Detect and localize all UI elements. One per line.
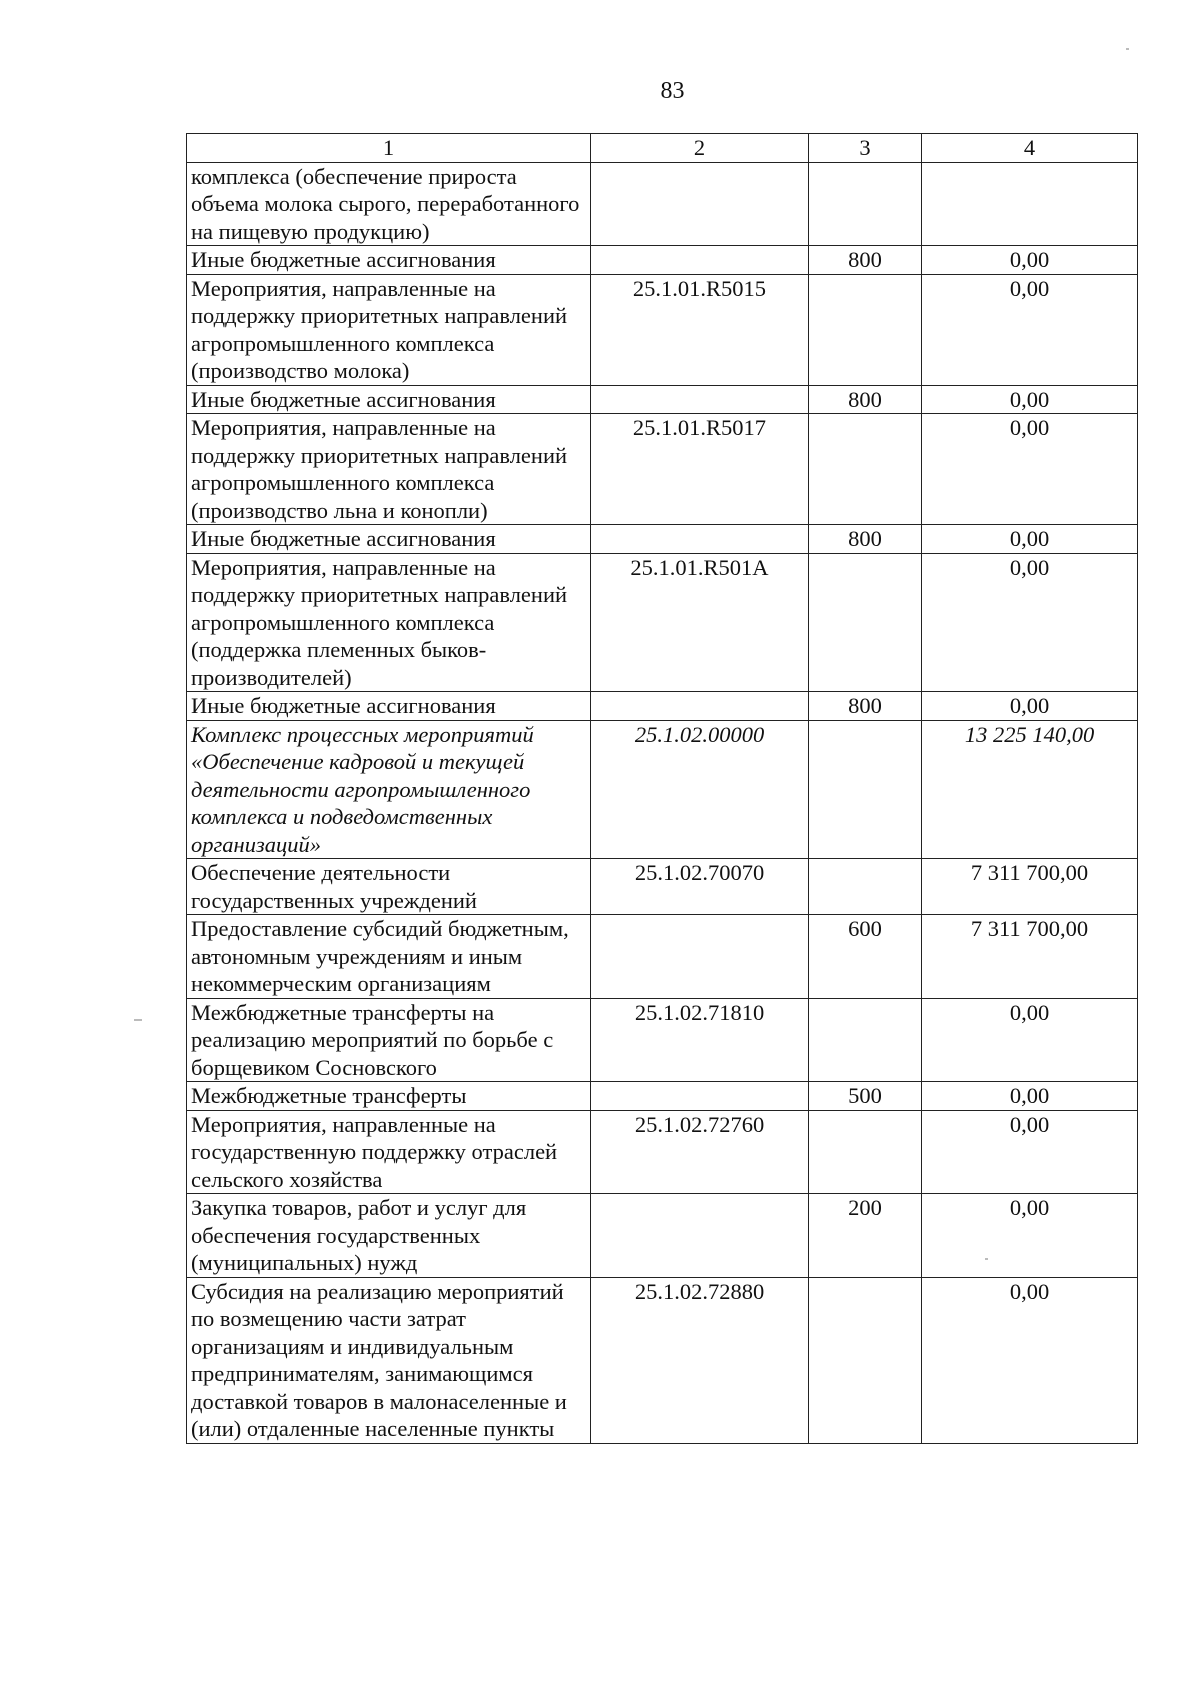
cell-amount: 0,00 <box>922 414 1138 525</box>
cell-name: Комплекс процессных мероприятий «Обеспечение кадровой и текущей деятельности агропромышленного комплекса и подведомственных организаций» <box>187 720 591 859</box>
cell-code: 25.1.02.00000 <box>591 720 809 859</box>
table-body <box>187 162 1138 1443</box>
cell-type <box>809 414 922 525</box>
cell-amount: 0,00 <box>922 553 1138 692</box>
cell-amount: 0,00 <box>922 274 1138 385</box>
table-row <box>187 525 1138 554</box>
cell-amount: 0,00 <box>922 1277 1138 1443</box>
table-row <box>187 246 1138 275</box>
cell-name: Иные бюджетные ассигнования <box>187 246 591 275</box>
cell-code: 25.1.01.R501A <box>591 553 809 692</box>
cell-code <box>591 1194 809 1278</box>
table-row <box>187 1194 1138 1278</box>
cell-amount: 0,00 <box>922 1110 1138 1194</box>
cell-type <box>809 720 922 859</box>
cell-type: 800 <box>809 385 922 414</box>
table-row <box>187 553 1138 692</box>
scan-speck <box>985 1258 988 1260</box>
cell-amount: 13 225 140,00 <box>922 720 1138 859</box>
cell-code: 25.1.02.72760 <box>591 1110 809 1194</box>
cell-name: Мероприятия, направленные на поддержку приоритетных направлений агропромышленного комплекса (производство молока) <box>187 274 591 385</box>
cell-name: Иные бюджетные ассигнования <box>187 692 591 721</box>
table-row <box>187 915 1138 999</box>
cell-name: Межбюджетные трансферты на реализацию мероприятий по борьбе с борщевиком Сосновского <box>187 998 591 1082</box>
table-row <box>187 859 1138 915</box>
cell-code <box>591 915 809 999</box>
column-header-4: 4 <box>922 134 1138 163</box>
cell-type: 500 <box>809 1082 922 1111</box>
table-row <box>187 385 1138 414</box>
cell-name: Субсидия на реализацию мероприятий по возмещению части затрат организациям и индивидуальным предпринимателям, занимающимся доставкой товаров в малонаселенные и (или) отдаленные населенные пункты <box>187 1277 591 1443</box>
cell-type: 800 <box>809 525 922 554</box>
cell-type: 600 <box>809 915 922 999</box>
cell-amount: 7 311 700,00 <box>922 859 1138 915</box>
cell-code: 25.1.02.72880 <box>591 1277 809 1443</box>
cell-amount: 0,00 <box>922 1082 1138 1111</box>
cell-name: Мероприятия, направленные на государственную поддержку отраслей сельского хозяйства <box>187 1110 591 1194</box>
cell-code <box>591 692 809 721</box>
cell-name: комплекса (обеспечение прироста объема молока сырого, переработанного на пищевую продукцию) <box>187 162 591 246</box>
cell-name: Иные бюджетные ассигнования <box>187 385 591 414</box>
cell-amount: 0,00 <box>922 525 1138 554</box>
table-row <box>187 720 1138 859</box>
table-row <box>187 414 1138 525</box>
table-row <box>187 162 1138 246</box>
cell-type <box>809 998 922 1082</box>
cell-type <box>809 859 922 915</box>
cell-amount: 0,00 <box>922 385 1138 414</box>
cell-type: 800 <box>809 246 922 275</box>
cell-type <box>809 1277 922 1443</box>
cell-name: Предоставление субсидий бюджетным, автономным учреждениям и иным некоммерческим организациям <box>187 915 591 999</box>
cell-amount: 0,00 <box>922 1194 1138 1278</box>
budget-table <box>186 133 1138 1444</box>
cell-amount <box>922 162 1138 246</box>
scan-speck <box>134 1019 142 1021</box>
table-row <box>187 1277 1138 1443</box>
table-row <box>187 1110 1138 1194</box>
cell-code <box>591 385 809 414</box>
column-header-2: 2 <box>591 134 809 163</box>
cell-type <box>809 553 922 692</box>
cell-type: 800 <box>809 692 922 721</box>
cell-amount: 0,00 <box>922 246 1138 275</box>
page-number: 83 <box>660 78 685 104</box>
table-row <box>187 998 1138 1082</box>
cell-code: 25.1.02.70070 <box>591 859 809 915</box>
cell-code <box>591 525 809 554</box>
scan-speck <box>1126 48 1129 50</box>
cell-code: 25.1.02.71810 <box>591 998 809 1082</box>
column-header-3: 3 <box>809 134 922 163</box>
column-header-1: 1 <box>187 134 591 163</box>
cell-code: 25.1.01.R5017 <box>591 414 809 525</box>
cell-type: 200 <box>809 1194 922 1278</box>
cell-name: Мероприятия, направленные на поддержку приоритетных направлений агропромышленного комплекса (поддержка племенных быков-производителей) <box>187 553 591 692</box>
cell-code: 25.1.01.R5015 <box>591 274 809 385</box>
table-header-row <box>187 134 1138 163</box>
cell-amount: 0,00 <box>922 692 1138 721</box>
table-row <box>187 1082 1138 1111</box>
cell-name: Иные бюджетные ассигнования <box>187 525 591 554</box>
cell-name: Обеспечение деятельности государственных учреждений <box>187 859 591 915</box>
cell-code <box>591 162 809 246</box>
cell-type <box>809 162 922 246</box>
cell-type <box>809 274 922 385</box>
cell-name: Межбюджетные трансферты <box>187 1082 591 1111</box>
cell-amount: 7 311 700,00 <box>922 915 1138 999</box>
cell-name: Закупка товаров, работ и услуг для обеспечения государственных (муниципальных) нужд <box>187 1194 591 1278</box>
cell-type <box>809 1110 922 1194</box>
cell-code <box>591 1082 809 1111</box>
cell-code <box>591 246 809 275</box>
cell-amount: 0,00 <box>922 998 1138 1082</box>
table-row <box>187 274 1138 385</box>
table-row <box>187 692 1138 721</box>
cell-name: Мероприятия, направленные на поддержку приоритетных направлений агропромышленного комплекса (производство льна и конопли) <box>187 414 591 525</box>
